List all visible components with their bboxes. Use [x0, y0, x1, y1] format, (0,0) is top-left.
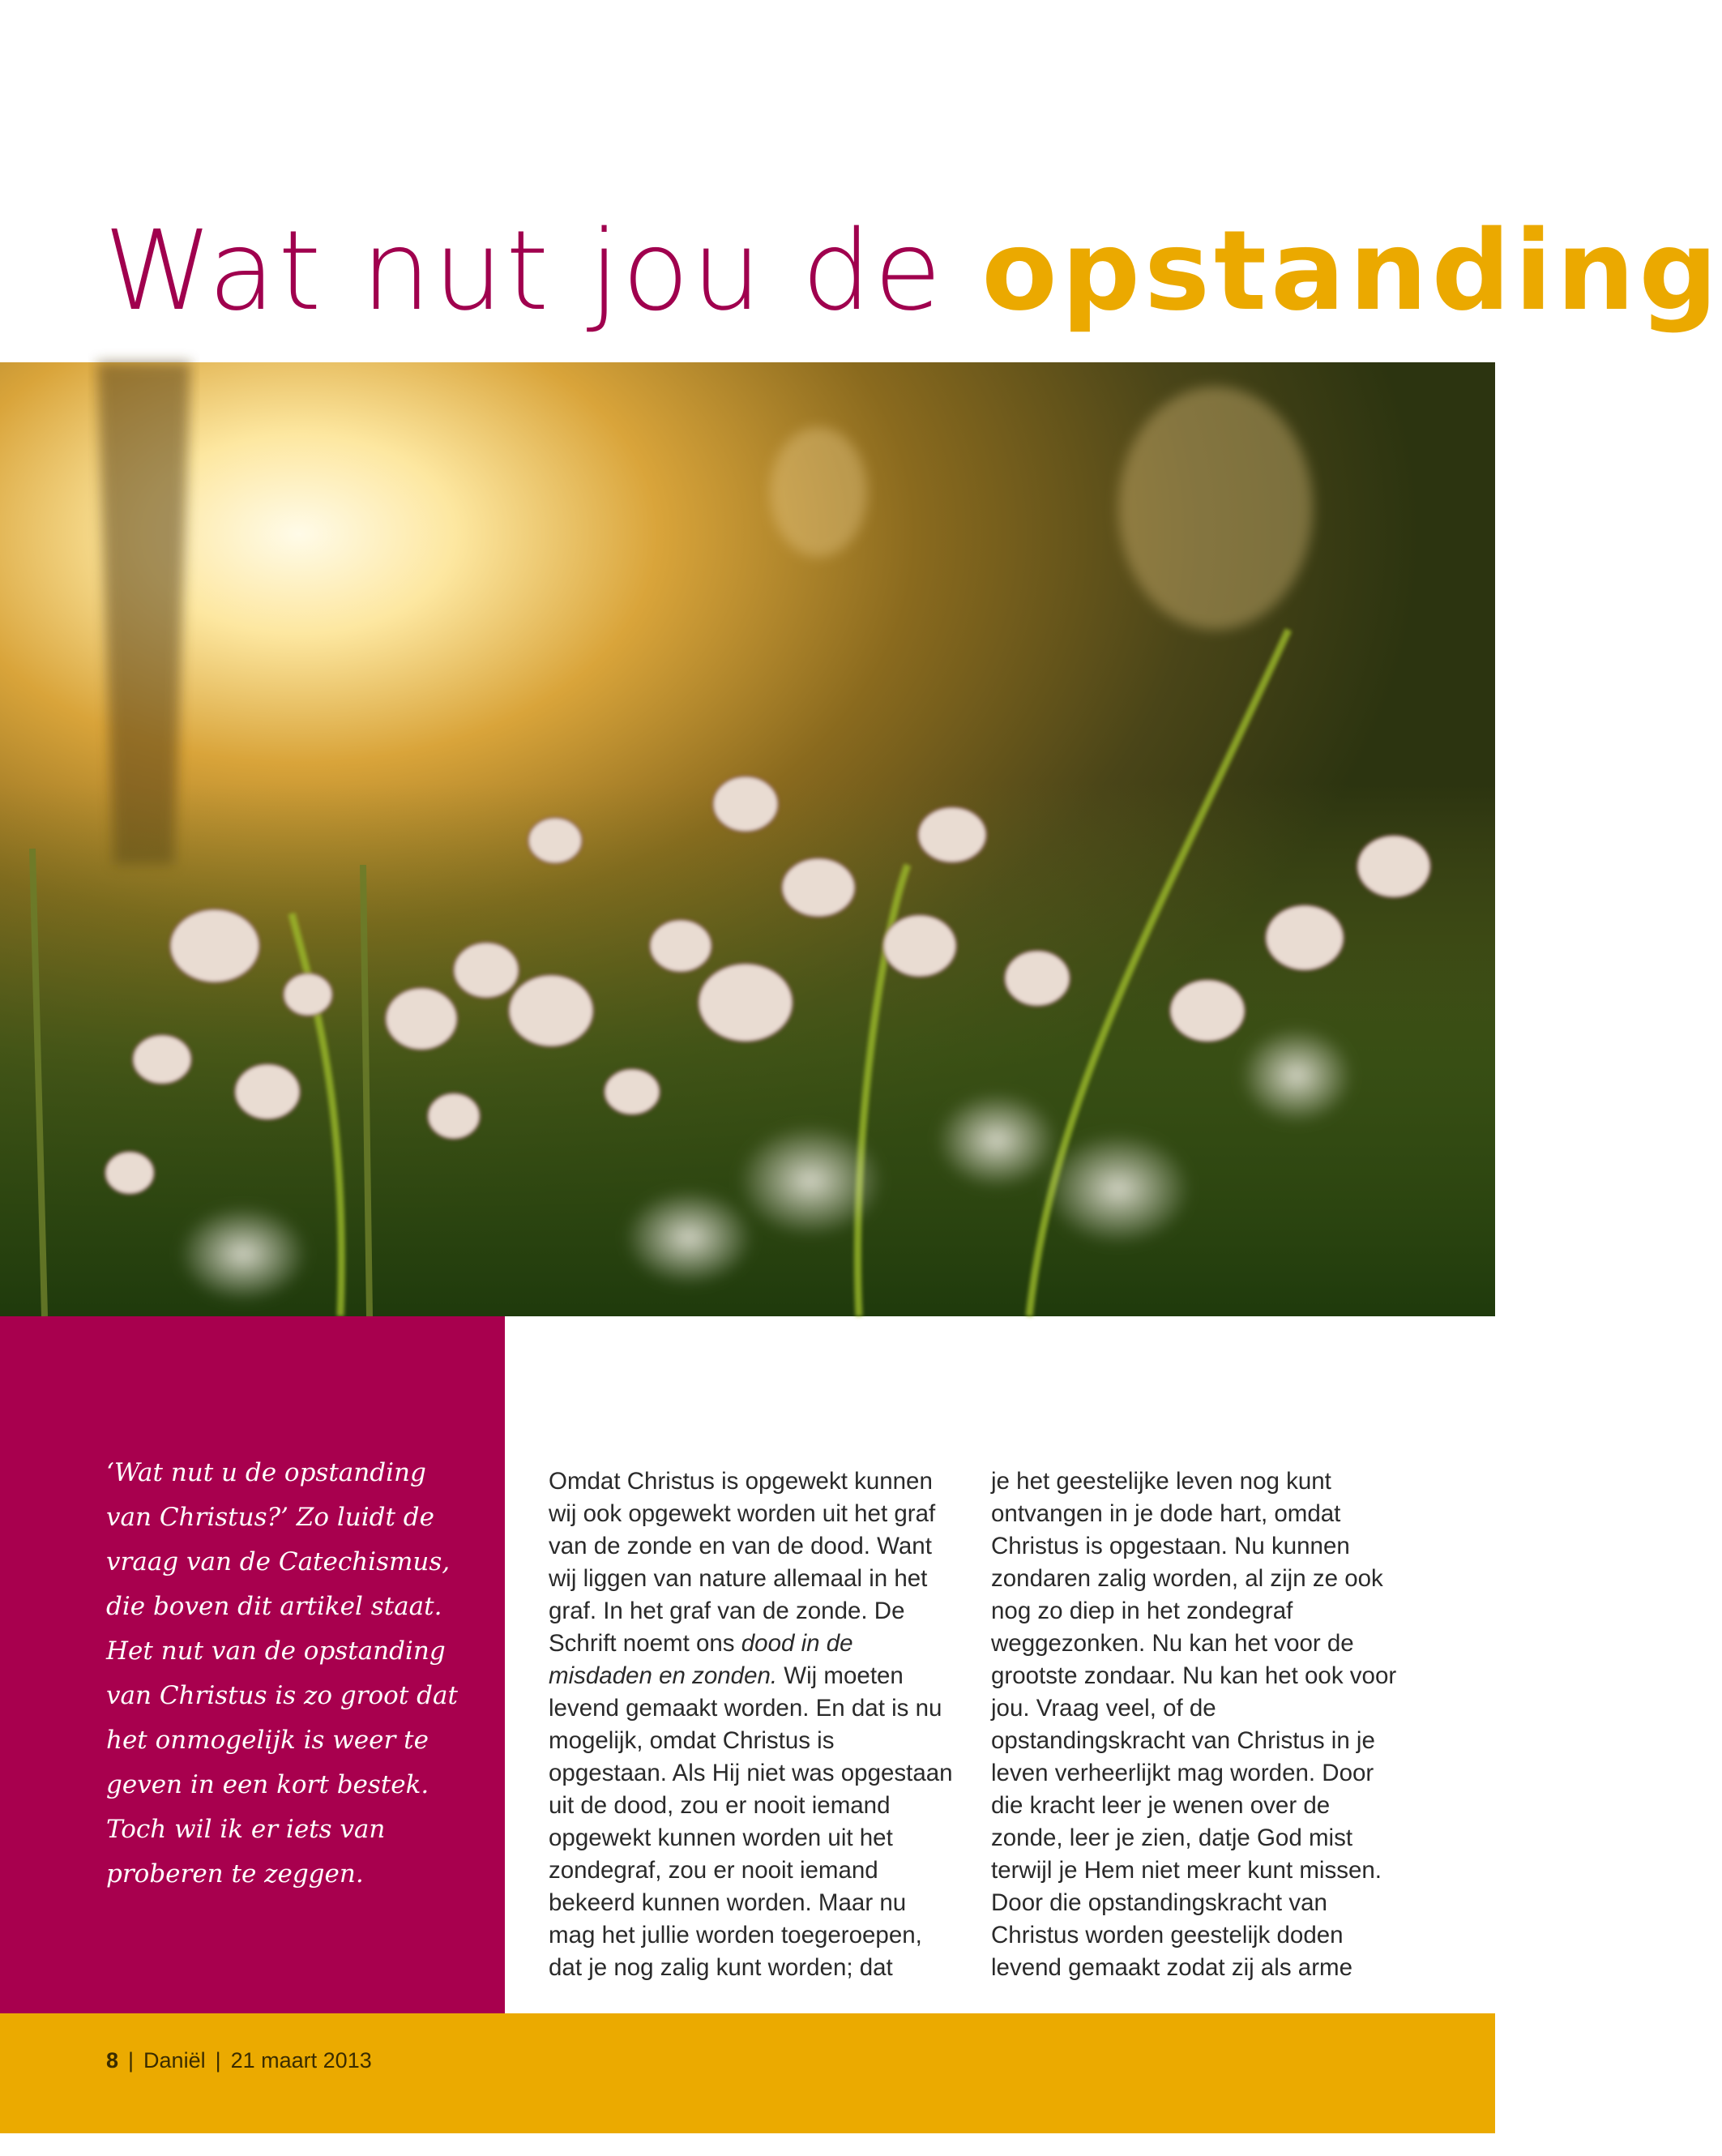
page-number: 8	[106, 2048, 119, 2073]
article-title	[104, 199, 1722, 344]
publication-date: 21 maart 2013	[230, 2048, 372, 2073]
clover-meadow-image	[0, 362, 1495, 1316]
folio-separator-2: |	[215, 2048, 221, 2073]
header-photo	[0, 362, 1495, 1316]
body-column-1-text-a: Omdat Christus is opgewekt kunnen wij ook opgewekt worden uit het graf van de zonde en van de dood. Want wij liggen van nature allemaal in het graf. In het graf van de zonde. De Schrift noemt ons	[549, 1468, 936, 1657]
body-column-1-text-b: Wij moeten levend gemaakt worden. En dat is nu mogelijk, omdat Christus is opgestaan. Als Hij niet was opgestaan uit de dood, zou er nooit iemand opgewekt kunnen worden uit het zondegraf, zou er nooit iemand bekeerd kunnen worden. Maar nu mag het jullie worden toegeroepen, dat je nog zalig kunt worden; dat	[549, 1662, 953, 1981]
folio	[106, 2048, 372, 2073]
body-column-1-italic: dood in de misdaden en zonden.	[549, 1630, 853, 1689]
folio-separator: |	[128, 2048, 135, 2073]
intro-text: ‘Wat nut u de opstanding van Christus?’ Zo luidt de vraag van de Catechismus, die boven dit artikel staat. Het nut van de opstanding van Christus is zo groot dat het onmogelijk is weer te geven in een kort bestek. Toch wil ik er iets van proberen te zeggen.	[106, 1458, 458, 1889]
body-column-1	[549, 1465, 958, 1984]
publication-name: Daniël	[143, 2048, 206, 2073]
body-column-2: je het geestelijke leven nog kunt ontvangen in je dode hart, omdat Christus is opgestaan. Nu kunnen zondaren zalig worden, al zijn ze ook nog zo diep in het zondegraf weggezonken. Nu kan het voor de grootste zondaar. Nu kan het ook voor jou. Vraag veel, of de opstandingskracht van Christus in je leven verheerlijkt mag worden. Door die kracht leer je wenen over de zonde, leer je zien, datje God mist terwijl je Hem niet meer kunt missen. Door die opstandingskracht van Christus worden geestelijk doden levend gemaakt zodat zij als arme	[991, 1468, 1397, 1981]
article-title-start: Wat nut jou de	[104, 207, 982, 336]
article-title-highlight: opstanding	[981, 207, 1722, 336]
footer-band	[0, 2013, 1495, 2133]
